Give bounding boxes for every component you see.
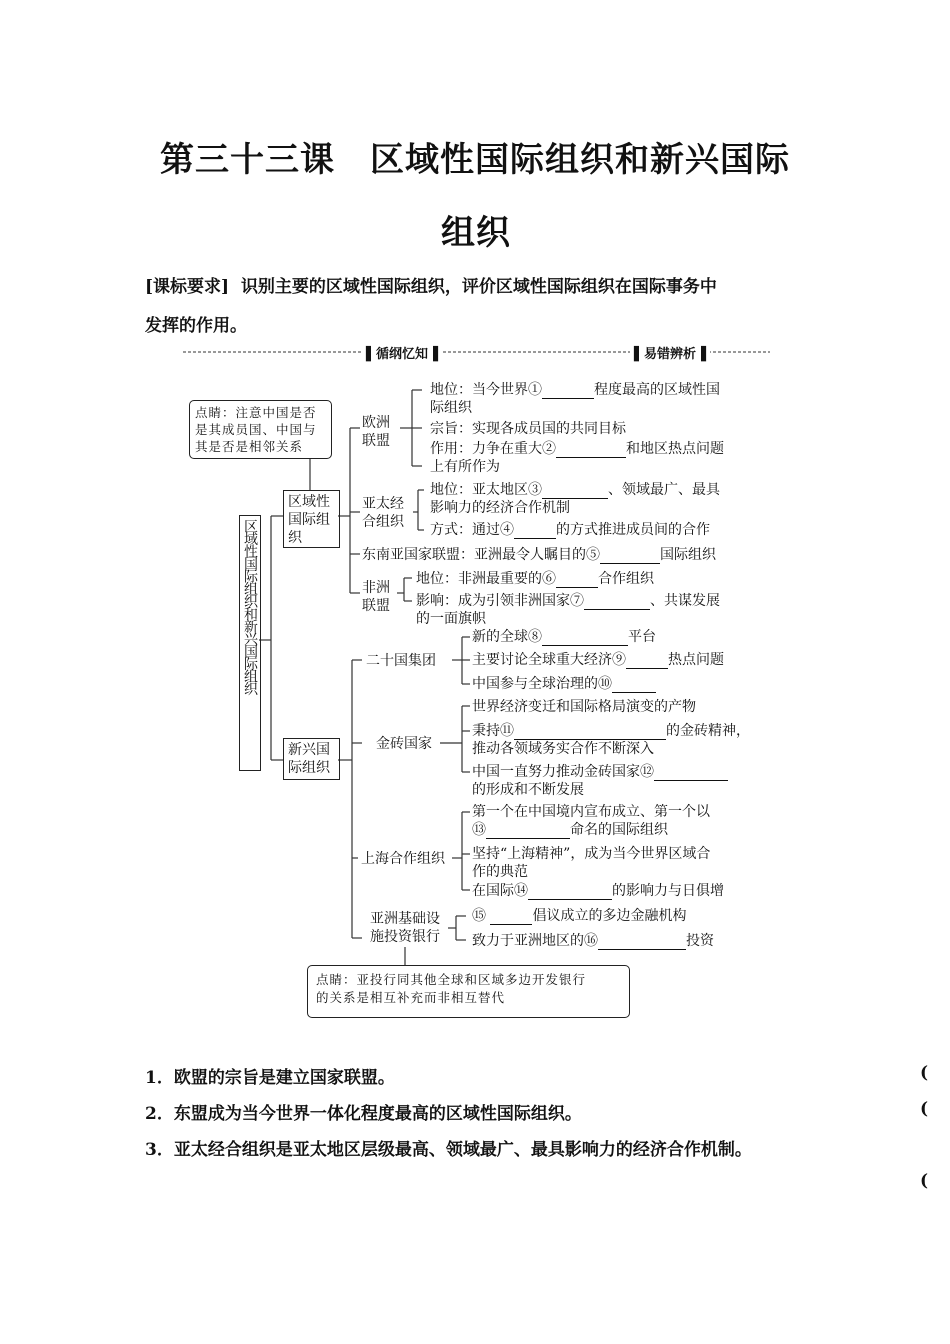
brics-item1: 世界经济变迁和国际格局演变的产物	[472, 699, 696, 715]
brics-item2: 秉持⑪ 的金砖精神，	[472, 723, 750, 739]
sco-item3: 在国际⑭ 的影响力与日俱增	[472, 883, 724, 899]
emerging-line2: 际组织	[288, 760, 330, 776]
emerging-line1: 新兴国	[288, 742, 330, 758]
eu-position-cont: 际组织	[430, 400, 472, 416]
header-review-label: 循纲忆知	[376, 347, 429, 362]
header-review: ▌循纲忆知▐	[362, 343, 442, 362]
brics-label: 金砖国家	[376, 736, 432, 752]
question-1-answer-paren[interactable]: (	[920, 1063, 929, 1083]
root-label: 区域性国际组织和新兴国际组织	[242, 519, 258, 694]
eu-label-line1: 欧洲	[362, 415, 390, 431]
tip-bottom-line1: 点睛：亚投行同其他全球和区域多边开发银行	[316, 972, 587, 987]
question-3-answer-paren[interactable]: (	[920, 1171, 929, 1191]
aiib-item2: 致力于亚洲地区的⑯ 投资	[472, 933, 714, 949]
g20-item3: 中国参与全球治理的⑩	[472, 675, 656, 693]
requirement-line2: 发挥的作用。	[145, 316, 247, 336]
tip-bottom-line2: 的关系是相互补充而非相互替代	[316, 990, 506, 1005]
au-influence: 影响：成为引领非洲国家⑦ 、共谋发展	[416, 593, 720, 609]
sco-item1-cont: ⑬ 命名的国际组织	[472, 822, 668, 838]
apec-label-line2: 合组织	[362, 514, 404, 530]
page-title-line2: 组织	[441, 213, 511, 253]
tip-box-bottom	[307, 965, 630, 1018]
aiib-item1: ⑮ 倡议成立的多边金融机构	[472, 908, 687, 924]
question-3: 3．亚太经合组织是亚太地区层级最高、领域最广、最具影响力的经济合作机制。	[145, 1140, 752, 1160]
au-influence-cont: 的一面旗帜	[416, 611, 486, 627]
header-errors-label: 易错辨析	[644, 347, 697, 362]
sco-item2: 坚持“上海精神”，成为当今世界区域合	[472, 846, 711, 862]
regional-line2: 国际组	[288, 512, 330, 528]
asean-line: 东南亚国家联盟：亚洲最令人瞩目的⑤ 国际组织	[362, 547, 716, 563]
page-title-line1: 第三十三课 区域性国际组织和新兴国际	[160, 140, 790, 180]
question-2-answer-paren[interactable]: (	[920, 1099, 929, 1119]
sco-item2-cont: 作的典范	[472, 864, 528, 880]
eu-role-cont: 上有所作为	[430, 459, 500, 475]
sco-item1: 第一个在中国境内宣布成立、第一个以	[472, 804, 710, 820]
eu-aim: 宗旨：实现各成员国的共同目标	[430, 421, 626, 437]
tip-box-top	[189, 400, 332, 459]
au-label-line1: 非洲	[362, 580, 390, 596]
regional-line3: 织	[288, 530, 302, 546]
header-errors: ▌易错辨析▐	[630, 343, 710, 362]
apec-position-cont: 影响力的经济合作机制	[430, 500, 570, 516]
apec-label-line1: 亚太经	[362, 496, 404, 512]
brics-item3: 中国一直努力推动金砖国家⑫	[472, 763, 728, 781]
eu-position: 地位：当今世界① 程度最高的区域性国	[430, 382, 720, 398]
question-2: 2．东盟成为当今世界一体化程度最高的区域性国际组织。	[145, 1104, 582, 1124]
au-position: 地位：非洲最重要的⑥ 合作组织	[416, 571, 654, 587]
regional-line1: 区域性	[288, 494, 330, 510]
sco-label: 上海合作组织	[361, 851, 445, 867]
aiib-label-line1: 亚洲基础设	[370, 911, 440, 927]
apec-way: 方式：通过④ 的方式推进成员间的合作	[430, 522, 710, 538]
emerging-box	[283, 738, 340, 780]
brics-item2-cont: 推动各领域务实合作不断深入	[472, 741, 654, 757]
tip-top-line1: 点睛：注意中国是否	[195, 405, 317, 420]
aiib-label-line2: 施投资银行	[370, 929, 440, 945]
requirement-text1: 识别主要的区域性国际组织，评价区域性国际组织在国际事务中	[240, 277, 717, 297]
au-label-line2: 联盟	[362, 598, 390, 614]
g20-item2: 主要讨论全球重大经济⑨ 热点问题	[472, 652, 724, 668]
root-box	[239, 515, 261, 771]
g20-label: 二十国集团	[366, 653, 436, 669]
eu-role: 作用：力争在重大② 和地区热点问题	[430, 441, 724, 457]
eu-label-line2: 联盟	[362, 433, 390, 449]
apec-position: 地位：亚太地区③ 、领域最广、最具	[430, 482, 720, 498]
requirement-label: [课标要求]	[145, 277, 230, 297]
question-1: 1．欧盟的宗旨是建立国家联盟。	[145, 1068, 395, 1088]
tip-top-line2: 是其成员国、中国与	[195, 422, 317, 437]
tip-top-line3: 其是否是相邻关系	[195, 439, 304, 454]
regional-box	[283, 490, 340, 548]
g20-item1: 新的全球⑧ 平台	[472, 629, 656, 645]
brics-item3-cont: 的形成和不断发展	[472, 782, 584, 798]
